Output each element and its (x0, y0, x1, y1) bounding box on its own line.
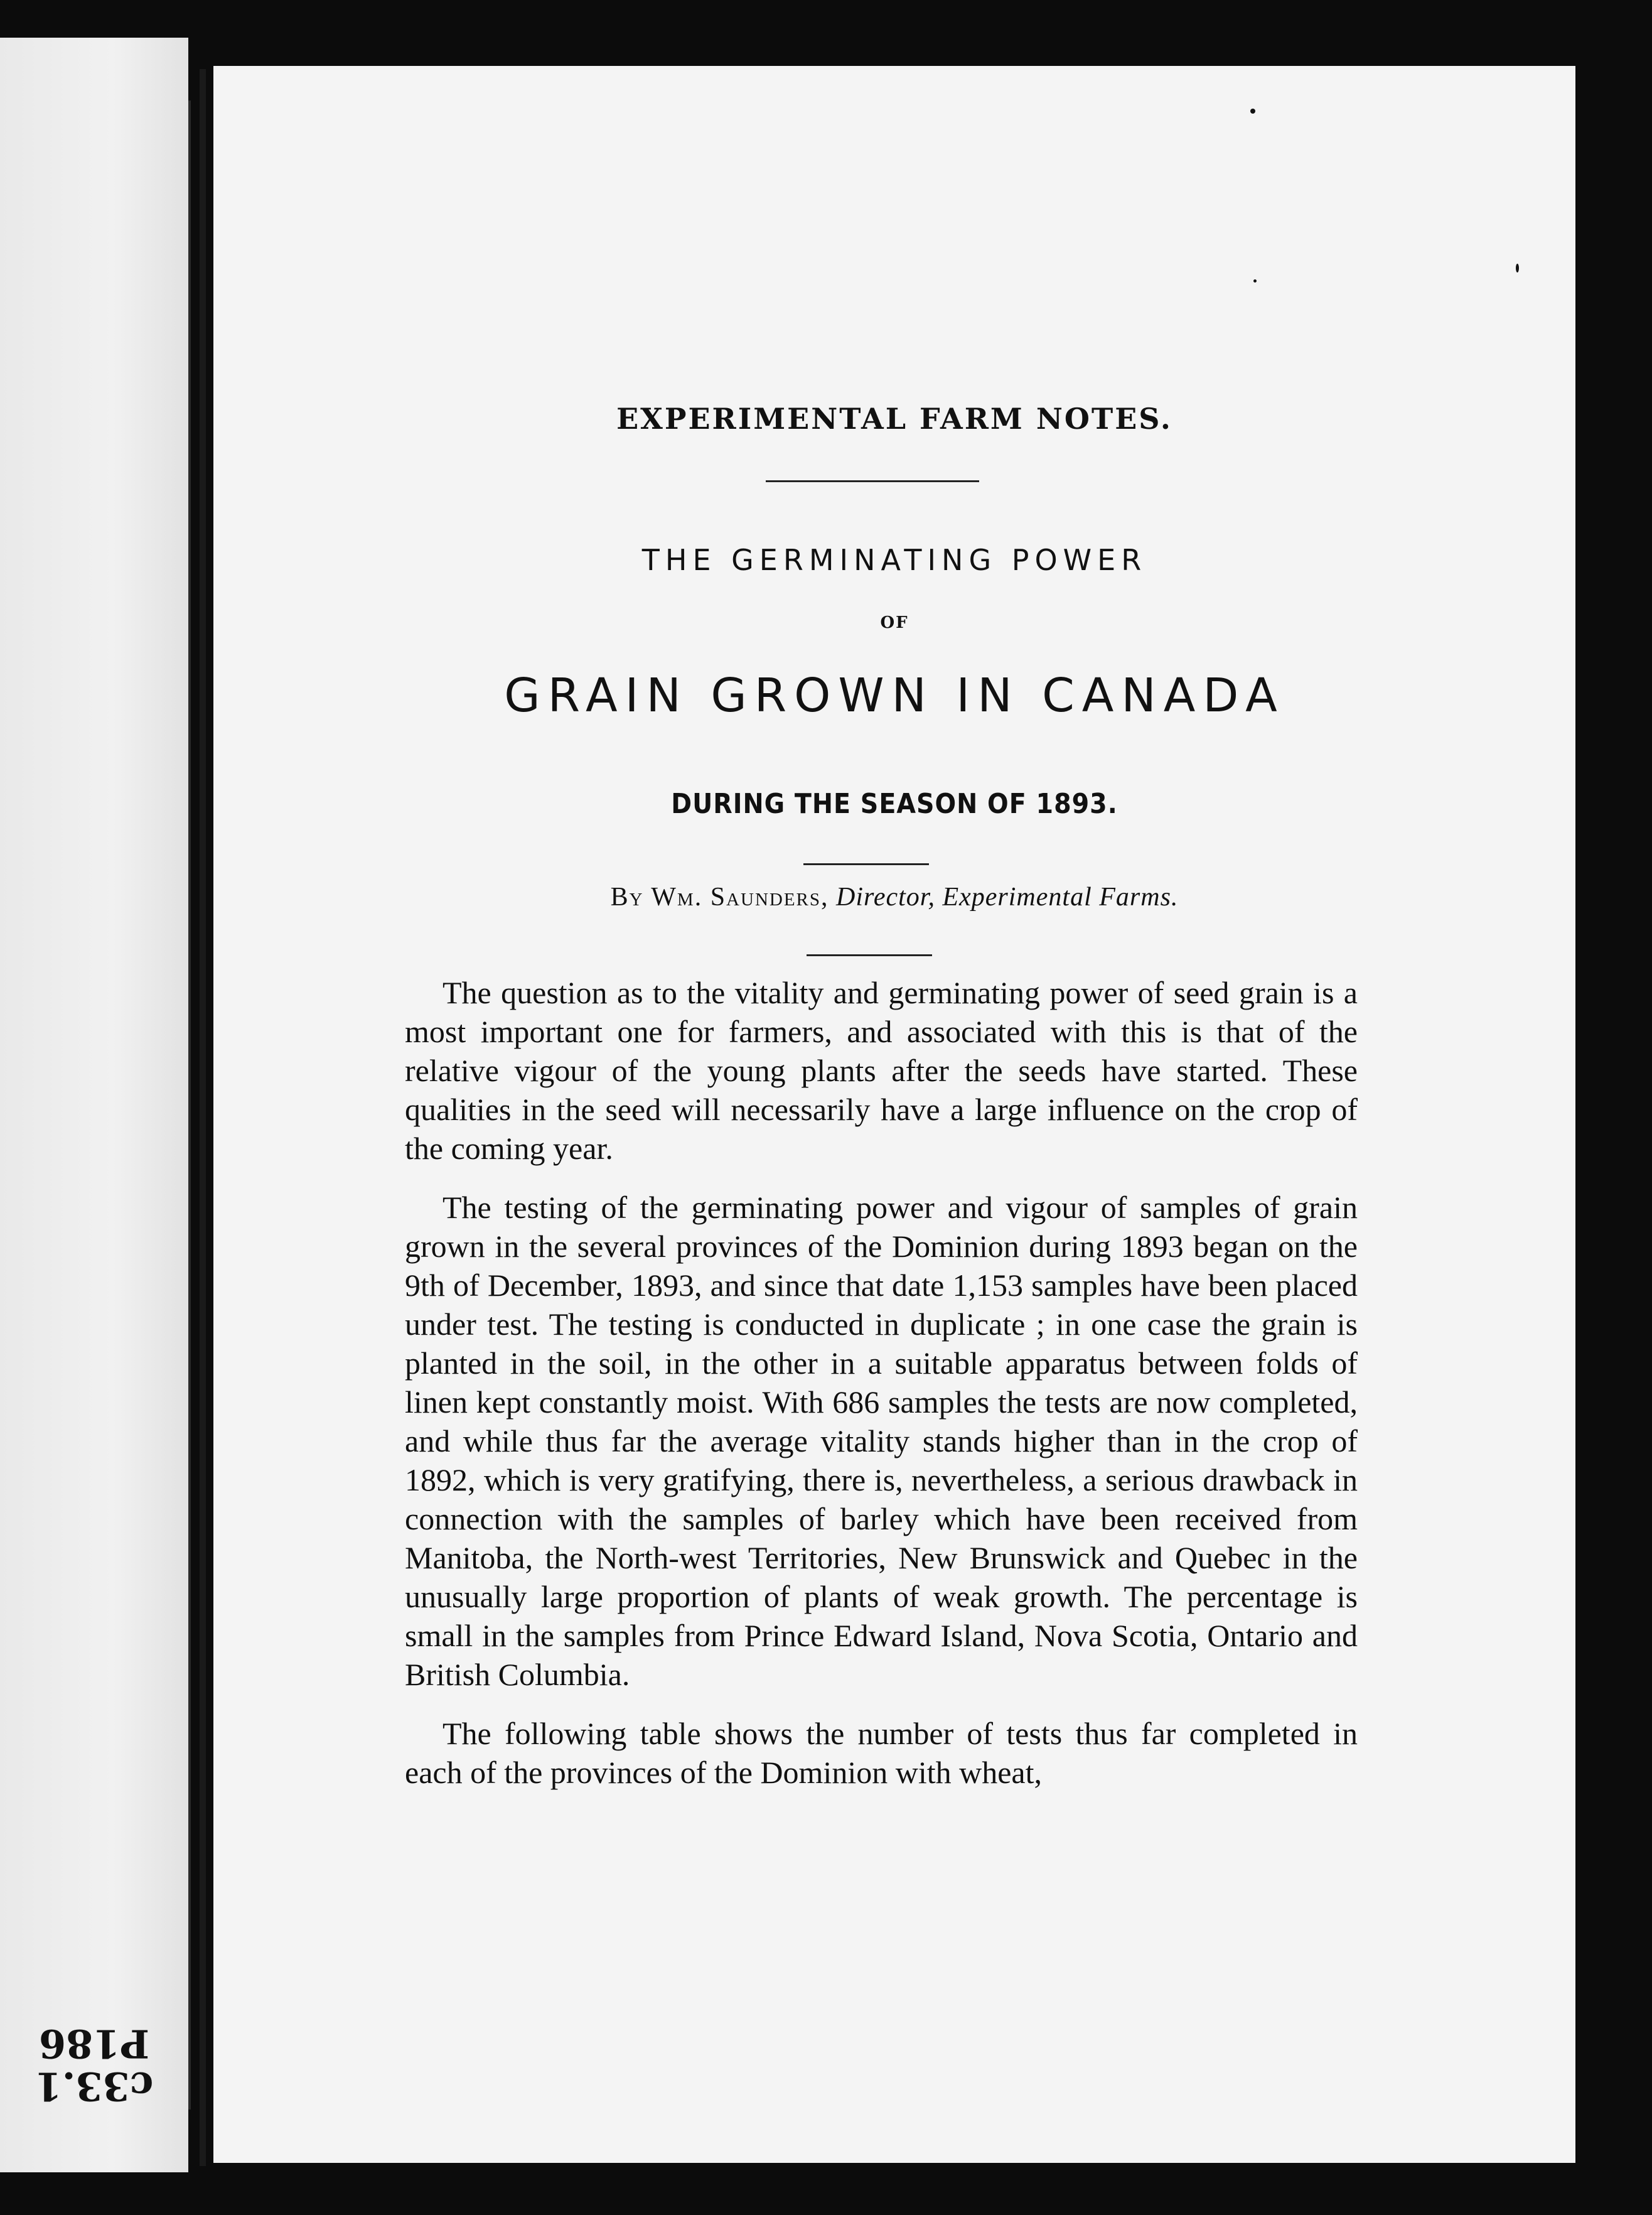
scan-speck (1250, 109, 1255, 114)
main-title: GRAIN GROWN IN CANADA (504, 669, 1285, 723)
scan-speck (1253, 279, 1257, 283)
handwritten-call-number: c33.1 P186 (35, 2020, 154, 2110)
paragraph: The following table shows the number of tests thus far completed in each of the provinces of the Dominion with wheat, (405, 1716, 1358, 1790)
divider-rule (807, 954, 932, 956)
paragraph: The question as to the vitality and germinating power of seed grain is a most important one for farmers, and associated with this is that of the relative vigour of the young plants after the seeds have started. These qualities in the seed will necessarily have a large influence on the crop of the coming year. (405, 975, 1358, 1166)
author-byline (213, 882, 1575, 912)
spine-shadow (188, 100, 191, 2110)
season-subtitle: DURING THE SEASON OF 1893. (671, 788, 1118, 820)
article-body (405, 973, 1358, 1812)
divider-rule (803, 863, 929, 865)
byline-org: Experimental Farms. (942, 883, 1179, 912)
series-title: EXPERIMENTAL FARM NOTES. (616, 402, 1172, 436)
previous-page-edge (0, 38, 188, 2172)
paragraph: The testing of the germinating power and vigour of samples of grain grown in the several provinces of the Dominion during 1893 began on the 9th of December, 1893, and since that date 1,153 samples have been placed under test. The testing is conducted in duplicate ; in one case the grain is planted in the soil, in the other in a suitable apparatus between folds of linen kept constantly moist. With 686 samples the tests are now completed, and while thus far the average vitality stands higher than in the crop of 1892, which is very gratifying, there is, nevertheless, a serious drawback in connection with the samples of barley which have been received from Manitoba, the North-west Territories, New Brunswick and Quebec in the unusually large proportion of plants of weak growth. The percentage is small in the samples from Prince Edward Island, Nova Scotia, Ontario and British Columbia. (405, 1190, 1358, 1692)
byline-author: By Wm. Saunders, (610, 883, 829, 912)
byline-role: Director, (836, 883, 935, 912)
title-line-of: OF (880, 613, 909, 632)
page-gutter-line (200, 69, 206, 2166)
title-line-1: THE GERMINATING POWER (641, 543, 1147, 577)
scan-speck (1516, 264, 1519, 272)
divider-rule (766, 480, 979, 482)
document-page (213, 66, 1575, 2163)
